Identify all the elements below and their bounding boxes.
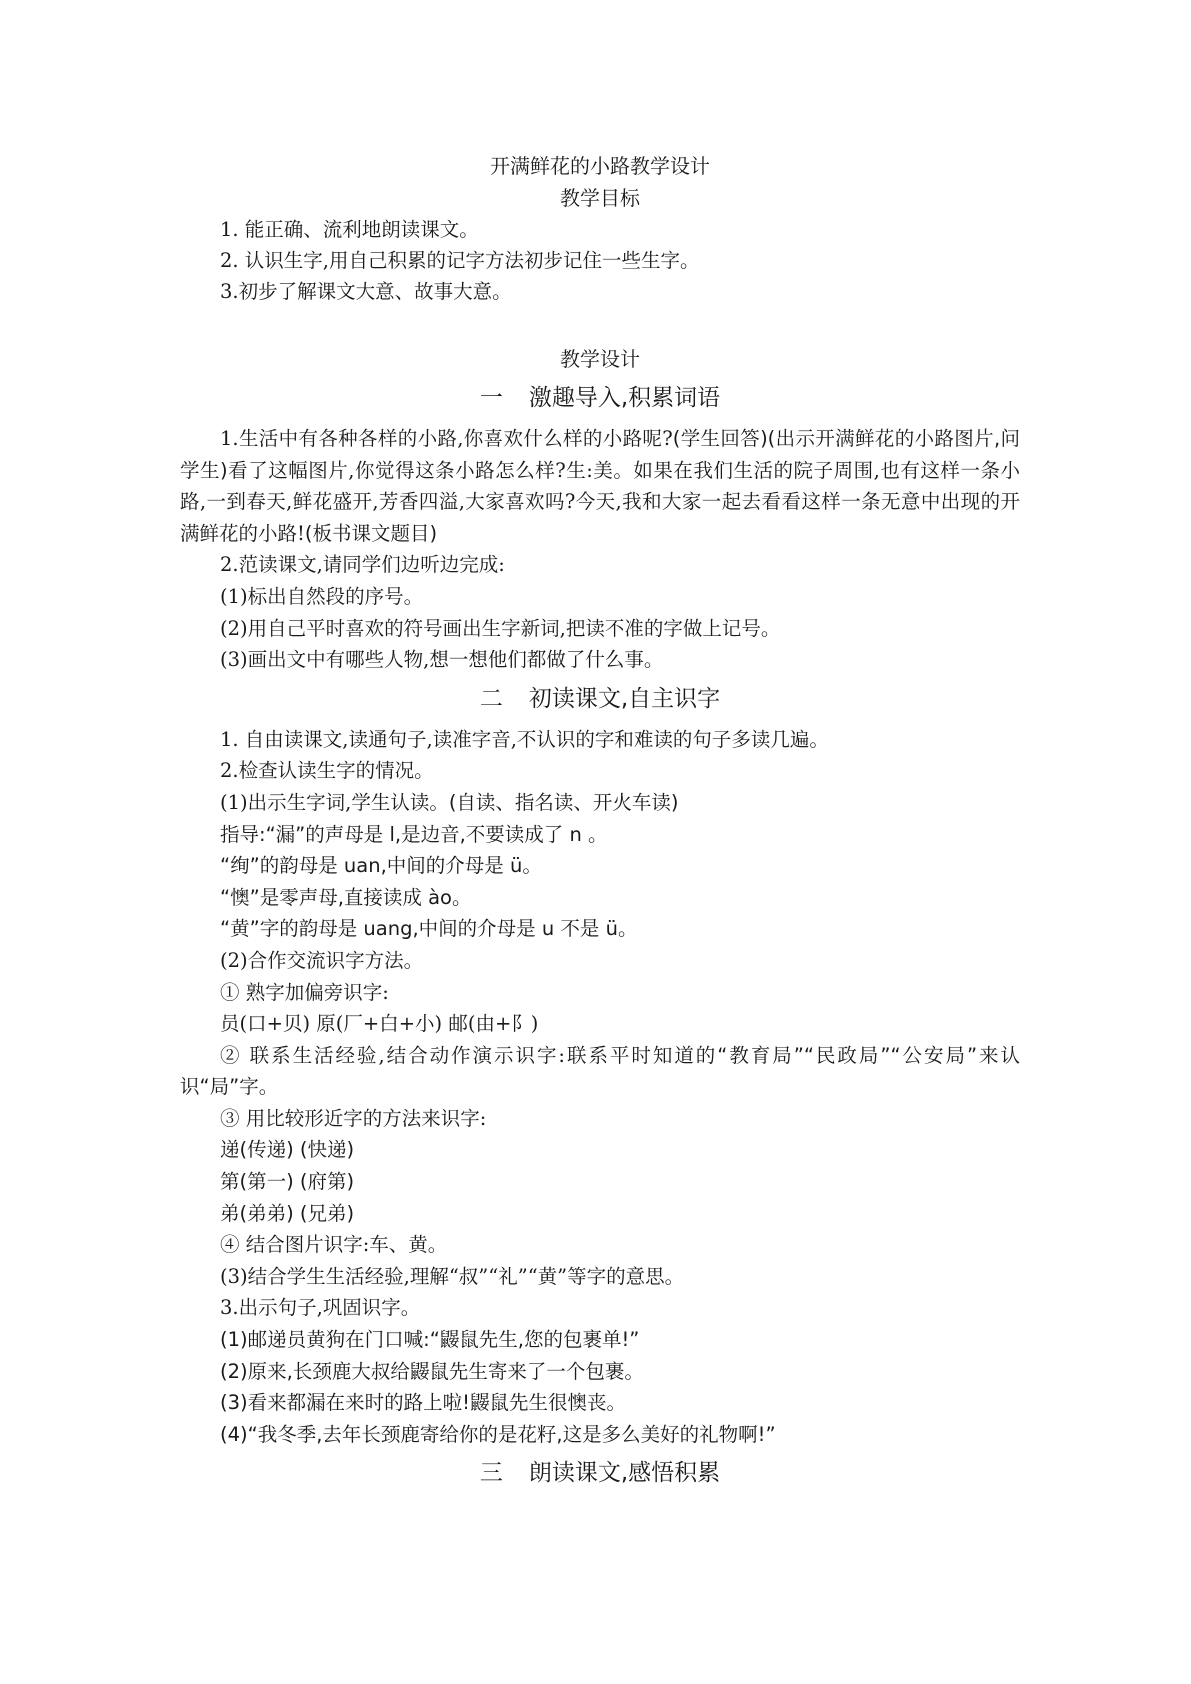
paragraph: (1)邮递员黄狗在门口喊:“鼹鼠先生,您的包裹单!”: [220, 1328, 640, 1352]
section-title: 初读课文,自主识字: [528, 685, 721, 712]
paragraph: (4)“我冬季,去年长颈鹿寄给你的是花籽,这是多么美好的礼物啊!”: [220, 1422, 776, 1446]
section-title: 朗读课文,感悟积累: [528, 1460, 721, 1487]
objective-item: 2. 认识生字,用自己积累的记字方法初步记住一些生字。: [220, 249, 700, 272]
paragraph: [180, 1040, 1020, 1103]
paragraph: (2)原来,长颈鹿大叔给鼹鼠先生寄来了一个包裹。: [220, 1359, 644, 1383]
paragraph: 员(口+贝) 原(厂+白+小) 邮(由+阝): [220, 1012, 539, 1036]
text-run: 1.生活中有各种各样的小路,你喜欢什么样的小路呢?: [220, 427, 673, 450]
paragraph: (3)画出文中有哪些人物,想一想他们都做了什么事。: [220, 648, 664, 672]
paragraph: [180, 787, 1020, 819]
paragraph: [180, 423, 1020, 549]
paragraph: (1)标出自然段的序号。: [220, 584, 424, 608]
paragraph: 2.检查认读生字的情况。: [220, 759, 434, 783]
paragraph: 指导:“漏”的声母是 l,是边音,不要读成了 n 。: [220, 822, 608, 846]
paragraph: (3)结合学生生活经验,理解“叔”“礼”“黄”等字的意思。: [220, 1264, 685, 1288]
text-run: (学生回答)(出示开满鲜花的小路图片,问学生): [180, 427, 1020, 482]
objectives-list: [180, 214, 1020, 307]
text-run: (自读、指名读、开火车读): [448, 790, 679, 814]
paragraph: ① 熟字加偏旁识字:: [220, 980, 389, 1004]
paragraph: 3.出示句子,巩固识字。: [220, 1296, 421, 1320]
document-title: 开满鲜花的小路教学设计: [490, 154, 710, 178]
document-page: [180, 150, 1020, 1498]
paragraph: 第(第一) (府第): [220, 1170, 355, 1194]
section-number: 三: [479, 1460, 503, 1487]
design-heading: 教学设计: [560, 347, 640, 371]
paragraph: ④ 结合图片识字:车、黄。: [220, 1233, 448, 1257]
paragraph: 1. 自由读课文,读通句子,读准字音,不认识的字和难读的句子多读几遍。: [220, 727, 829, 751]
paragraph: “黄”字的韵母是 uang,中间的介母是 u 不是 ü。: [220, 917, 638, 941]
paragraph: “绚”的韵母是 uan,中间的介母是 ü。: [220, 854, 542, 878]
text-run: ② 联系生活经验,结合动作演示识字:: [220, 1043, 565, 1067]
text-run: 联系平时知道的“教育局”“民政局”“公安局”来认识“局”字。: [180, 1043, 1020, 1099]
paragraph: 弟(弟弟) (兄弟): [220, 1201, 355, 1225]
section-heading-1: [180, 381, 1020, 415]
section-number: 一: [479, 385, 503, 411]
paragraph: 递(传递) (快递): [220, 1138, 355, 1162]
section-title: 激趣导入,积累词语: [528, 385, 721, 411]
paragraph: (2)合作交流识字方法。: [220, 948, 424, 972]
text-run: (板书课文题目): [304, 521, 438, 545]
text-run: 看了这幅图片,你觉得这条小路怎么样?生:美。如果在我们生活的院子周围,也有这样一条小路,一到春天,鲜花盛开,芳香四溢,大家喜欢吗?今天,我和大家一起去看看这样一条无意中出现的开满鲜花的小路!: [180, 458, 1020, 545]
objective-item: 1. 能正确、流利地朗读课文。: [220, 218, 479, 241]
objective-item: 3.初步了解课文大意、故事大意。: [220, 280, 512, 303]
section-heading-2: [180, 682, 1020, 716]
paragraph: ③ 用比较形近字的方法来识字:: [220, 1106, 487, 1130]
paragraph: (3)看来都漏在来时的路上啦!鼹鼠先生很懊丧。: [220, 1391, 626, 1415]
paragraph: 2.范读课文,请同学们边听边完成:: [220, 553, 505, 577]
objectives-heading: 教学目标: [560, 186, 640, 210]
section-number: 二: [479, 685, 503, 712]
spacer: [180, 307, 1020, 343]
paragraph: “懊”是零声母,直接读成 ào。: [220, 885, 472, 909]
text-run: (1)出示生字词,学生认读。: [220, 790, 449, 814]
paragraph: (2)用自己平时喜欢的符号画出生字新词,把读不准的字做上记号。: [220, 616, 781, 640]
section-heading-3: [180, 1456, 1020, 1490]
